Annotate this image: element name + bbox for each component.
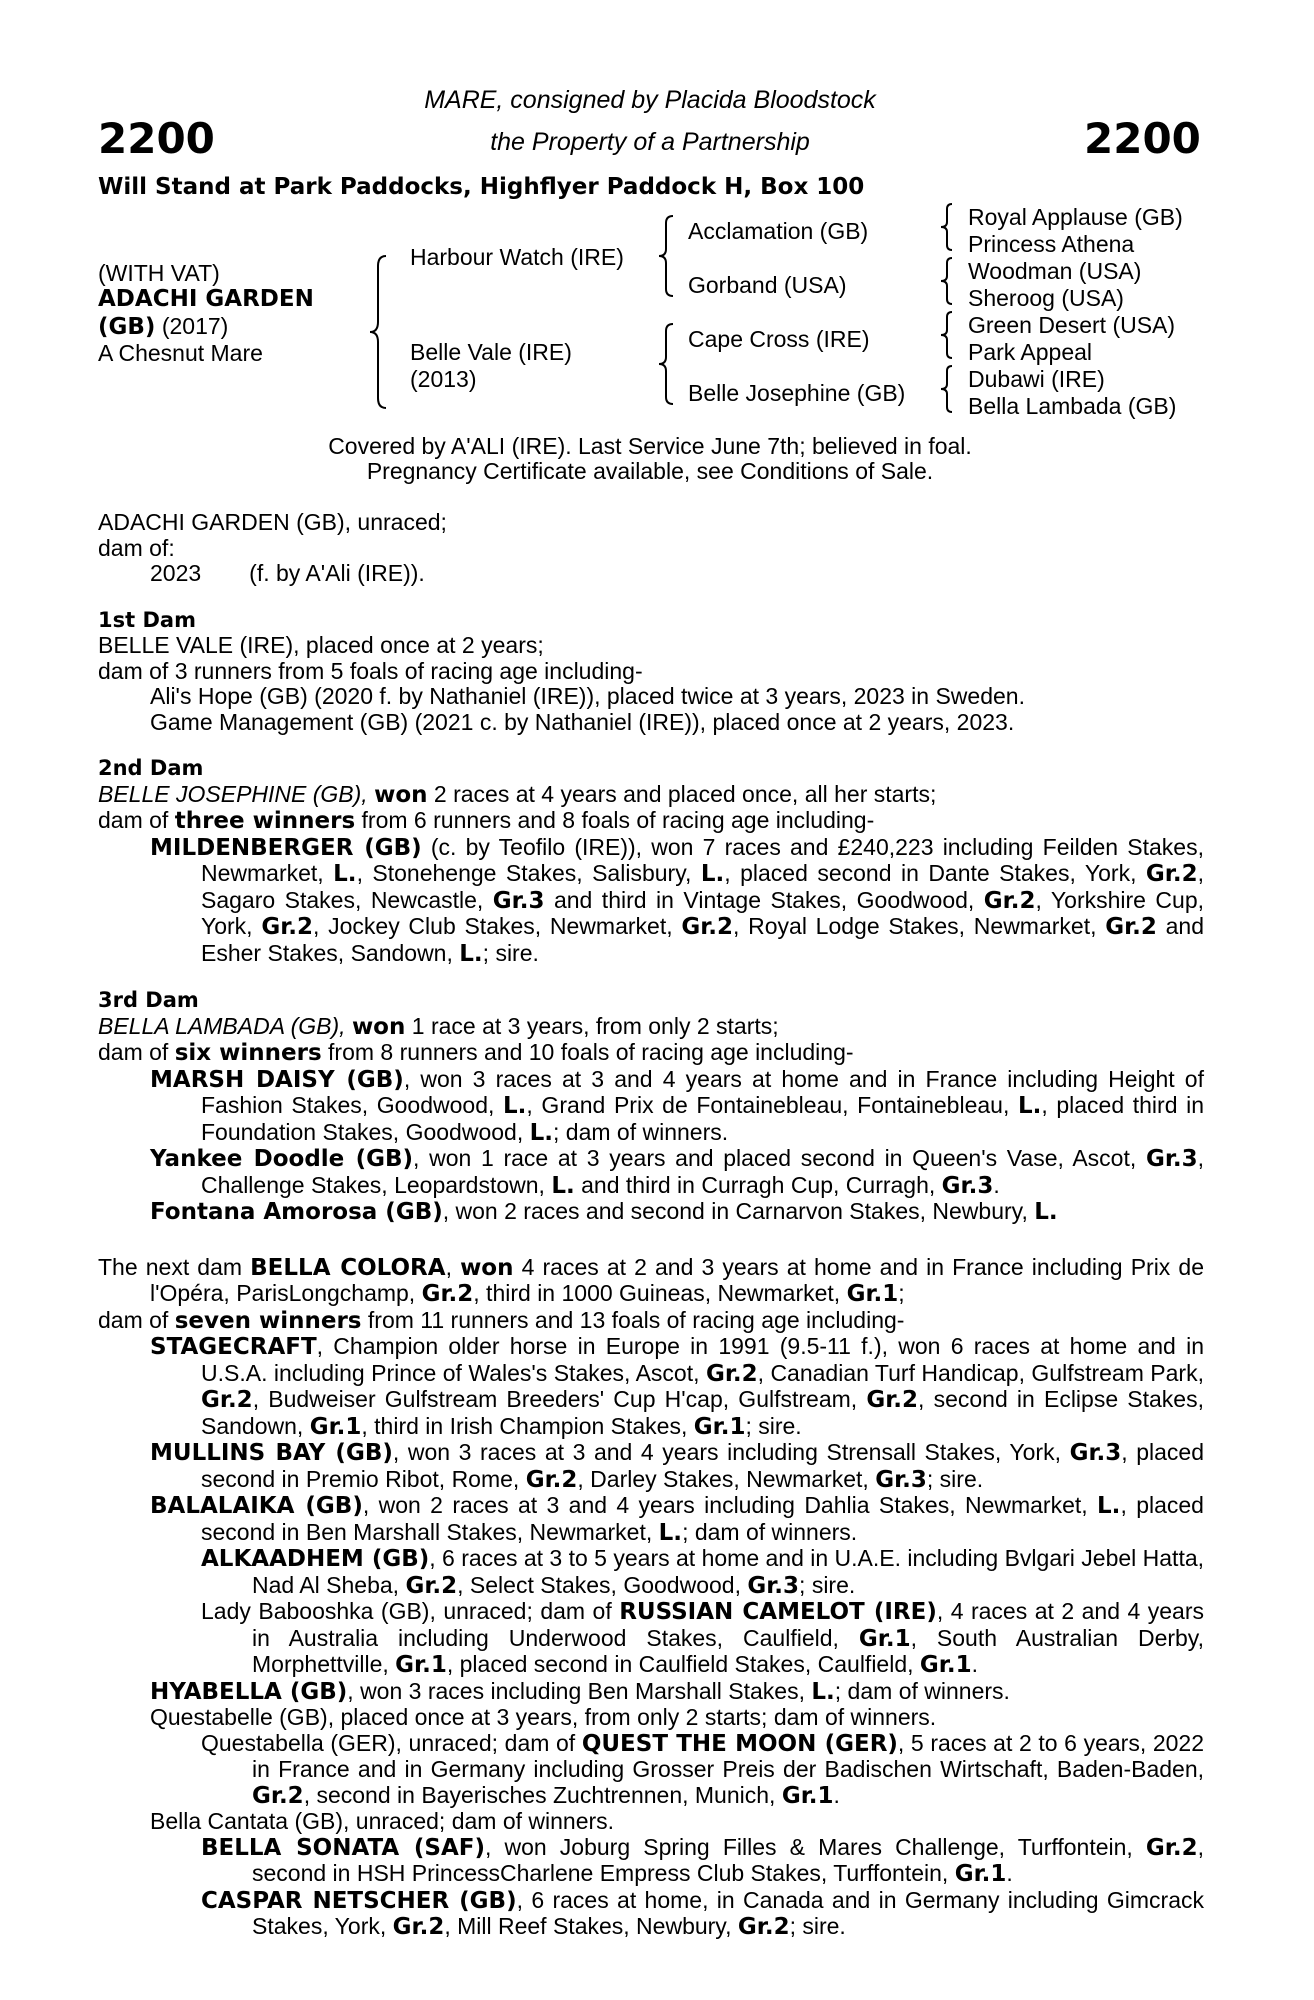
grade: L. [529, 1119, 554, 1146]
next-dam-damof [98, 1308, 1204, 1335]
grade: Gr.2 [421, 1281, 474, 1307]
text: , Canadian Turf Handicap, Gulfstream Park, [757, 1359, 1204, 1386]
grade: Gr.1 [846, 1281, 899, 1307]
text: . [833, 1781, 840, 1808]
text: . [1006, 1860, 1013, 1886]
text: , Royal Lodge Stakes, Newmarket, [733, 913, 1106, 939]
pedigree-sire: Harbour Watch (IRE) [410, 244, 624, 270]
grade: Gr.1 [781, 1782, 834, 1809]
grade: Gr.2 [866, 1387, 919, 1413]
text: , 5 races at 2 to 6 years, 2022 in France and in Germany including Grosser Preis der Badischen Wirtschaft, Baden-Baden, [252, 1729, 1205, 1782]
winners-count: three winners [174, 808, 356, 834]
text: and third in Curragh Cup, Curragh, [574, 1171, 942, 1198]
pregnancy-line: Pregnancy Certificate available, see Conditions of Sale. [366, 458, 934, 484]
next-dam-line [98, 1255, 1204, 1308]
pedigree-ds: Cape Cross (IRE) [688, 326, 870, 352]
text: , won 1 race at 3 years and placed second in Queen's Vase, Ascot, [413, 1145, 1146, 1171]
text: . [993, 1171, 1000, 1198]
grade: Gr.2 [261, 914, 313, 940]
text: and third in Vintage Stakes, Goodwood, [544, 886, 984, 913]
text: dam of [98, 1039, 175, 1065]
text: , Sagaro Stakes, Newcastle, [201, 860, 1204, 913]
pedigree-dd: Belle Josephine (GB) [688, 380, 906, 406]
pedigree-sdd: Sheroog (USA) [968, 285, 1124, 311]
text: , Budweiser Gulfstream Breeders' Cup H'cap, Gulfstream, [252, 1386, 867, 1412]
progeny-entry [98, 1731, 1204, 1810]
pedigree-brace-sire [655, 214, 677, 298]
first-dam-entry: Game Management (GB) (2021 c. by Nathaniel (IRE)), placed once at 2 years, 2023. [150, 708, 1015, 735]
horse-description: A Chesnut Mare [98, 340, 263, 366]
lot-number-left: 2200 [98, 114, 215, 163]
progeny-entry [98, 835, 1204, 968]
lot-number-right: 2200 [1084, 114, 1201, 163]
first-dam-line2: dam of 3 runners from 5 foals of racing age including- [98, 657, 643, 684]
text: ; sire. [926, 1465, 984, 1492]
grade: Gr.2 [1145, 861, 1198, 887]
vat-label: (WITH VAT) [98, 260, 220, 286]
third-dam-line1 [98, 1014, 1204, 1041]
won-label: won [460, 1254, 514, 1281]
text: , 6 races at 3 to 5 years at home and in U.A.E. including Bvlgari Jebel Hatta, Nad Al Sheba, [252, 1545, 1205, 1598]
grade: Gr.2 [983, 887, 1036, 914]
grade: Gr.1 [395, 1652, 447, 1678]
won-label: won [374, 781, 428, 808]
consignor-line: MARE, consigned by Placida Bloodstock [424, 86, 876, 114]
progeny-entry [98, 1493, 1204, 1546]
third-dam-heading: 3rd Dam [98, 988, 199, 1012]
grade: Gr.3 [1069, 1440, 1122, 1466]
text: ; dam of winners. [553, 1118, 729, 1145]
text: , [445, 1253, 461, 1280]
progeny-entry [98, 1440, 1204, 1493]
text: , won 2 races and second in Carnarvon Stakes, Newbury, [442, 1198, 1035, 1224]
text: , 4 races at 2 and 4 years in Australia including Underwood Stakes, Caulfield, [252, 1598, 1204, 1651]
text: , Mill Reef Stakes, Newbury, [444, 1913, 738, 1939]
grade: Gr.3 [1145, 1146, 1198, 1172]
progeny-name: RUSSIAN CAMELOT (IRE) [619, 1599, 937, 1625]
property-line: the Property of a Partnership [490, 128, 810, 156]
horse-origin: (GB) [98, 314, 156, 340]
text: , Stonehenge Stakes, Salisbury, [356, 860, 701, 886]
progeny-entry: Questabelle (GB), placed once at 3 years, from only 2 starts; dam of winners. [150, 1704, 937, 1730]
text: , placed second in Ben Marshall Stakes, Newmarket, [201, 1492, 1204, 1545]
produce-intro: ADACHI GARDEN (GB), unraced; [98, 509, 447, 535]
grade: Gr.2 [705, 1360, 758, 1387]
grade: L. [1034, 1199, 1058, 1225]
grade: Gr.1 [693, 1413, 746, 1440]
pedigree-ss: Acclamation (GB) [688, 218, 869, 244]
progeny-entry [98, 1888, 1204, 1941]
progeny-entry [98, 1334, 1204, 1440]
text: , second in Bayerisches Zuchtrennen, Munich, [303, 1781, 782, 1808]
pedigree-dds: Dubawi (IRE) [968, 366, 1105, 392]
text: , South Australian Derby, Morphettville, [252, 1624, 1204, 1677]
text: , won Joburg Spring Filles & Mares Challenge, Turffontein, [485, 1833, 1146, 1860]
next-dam-name: BELLA COLORA [250, 1254, 446, 1281]
text: from 8 runners and 10 foals of racing age including- [321, 1039, 854, 1065]
grade: Gr.2 [681, 914, 734, 940]
pedigree-dsd: Park Appeal [968, 339, 1093, 365]
second-dam-heading: 2nd Dam [98, 756, 204, 780]
pedigree-ssd: Princess Athena [968, 231, 1135, 257]
produce-foal: (f. by A'Ali (IRE)). [249, 560, 425, 586]
horse-name: ADACHI GARDEN [98, 286, 314, 312]
produce-dam-of: dam of: [98, 534, 175, 561]
text: , won 2 races at 3 and 4 years including Dahlia Stakes, Newmarket, [362, 1492, 1098, 1518]
text: dam of [98, 1306, 175, 1333]
text: , Darley Stakes, Newmarket, [577, 1465, 876, 1492]
pedigree-brace-ss [938, 202, 956, 252]
text: , second in Eclipse Stakes, Sandown, [201, 1386, 1204, 1439]
text: , placed second in Caulfield Stakes, Caulfield, [446, 1651, 920, 1677]
second-dam-line2 [98, 808, 1204, 835]
winners-count: six winners [174, 1040, 322, 1066]
text: ; [898, 1280, 905, 1306]
text: Questabella (GER), unraced; dam of [201, 1729, 582, 1756]
grade: Gr.1 [919, 1652, 972, 1678]
progeny-entry: Bella Cantata (GB), unraced; dam of winners. [150, 1808, 615, 1834]
second-dam-line1 [98, 782, 1204, 809]
pedigree-dam-year: (2013) [410, 366, 477, 392]
won-label: won [351, 1013, 406, 1040]
pedigree-brace-dam [655, 322, 677, 406]
catalogue-text [98, 510, 1204, 1941]
grade: Gr.2 [392, 1914, 445, 1940]
progeny-entry [98, 1146, 1204, 1199]
first-dam-line1: BELLE VALE (IRE), placed once at 2 years; [98, 632, 544, 658]
text: , Jockey Club Stakes, Newmarket, [313, 913, 682, 939]
progeny-entry [98, 1546, 1204, 1599]
grade: Gr.2 [1145, 1834, 1198, 1861]
progeny-name: BALALAIKA (GB) [150, 1493, 363, 1519]
text: , placed third in Foundation Stakes, Goodwood, [201, 1092, 1205, 1145]
third-dam-name: BELLA LAMBADA (GB), [98, 1012, 346, 1039]
grade: L. [700, 861, 725, 887]
text: ; sire. [789, 1913, 846, 1939]
pedigree-brace-ds [938, 310, 956, 360]
text: ; dam of winners. [682, 1518, 858, 1545]
winners-count: seven winners [174, 1307, 362, 1334]
first-dam-entry: Ali's Hope (GB) (2020 f. by Nathaniel (IRE)), placed twice at 3 years, 2023 in Sweden. [150, 683, 1025, 709]
text: , Challenge Stakes, Leopardstown, [201, 1145, 1205, 1198]
grade: Gr.2 [405, 1572, 458, 1599]
covering-line: Covered by A'ALI (IRE). Last Service June 7th; believed in foal. [328, 433, 972, 459]
text: ; sire. [799, 1571, 856, 1598]
text: . [971, 1651, 978, 1677]
pedigree-ddd: Bella Lambada (GB) [968, 393, 1177, 419]
progeny-name: BELLA SONATA (SAF) [201, 1834, 485, 1861]
covering-note [220, 434, 1080, 484]
text: from 6 runners and 8 foals of racing age including- [355, 807, 875, 833]
progeny-name: MARSH DAISY (GB) [150, 1066, 404, 1093]
progeny-name: Yankee Doodle (GB) [150, 1146, 414, 1172]
text: , Yorkshire Cup, York, [201, 886, 1205, 939]
pedigree-dss: Green Desert (USA) [968, 312, 1176, 338]
progeny-name: ALKAADHEM (GB) [201, 1546, 430, 1572]
progeny-entry [98, 1599, 1204, 1679]
text: , won 3 races including Ben Marshall Stakes, [347, 1677, 812, 1704]
text: , Champion older horse in Europe in 1991 (9.5-11 f.), won 6 races at home and in U.S.A. including Prince of Wales's Stakes, Ascot, [201, 1333, 1204, 1386]
text: , second in HSH PrincessCharlene Empress Club Stakes, Turffontein, [252, 1833, 1204, 1886]
text: , won 3 races at 3 and 4 years including Strensall Stakes, York, [392, 1439, 1070, 1465]
grade: Gr.2 [1105, 914, 1157, 940]
pedigree-brace-dd [938, 364, 956, 414]
progeny-name: QUEST THE MOON (GER) [581, 1730, 898, 1757]
pedigree-sss: Royal Applause (GB) [968, 204, 1183, 230]
grade: L. [1097, 1493, 1121, 1519]
pedigree-dam: Belle Vale (IRE) [410, 339, 572, 365]
progeny-name: MULLINS BAY (GB) [150, 1440, 393, 1466]
text: Lady Babooshka (GB), unraced; dam of [201, 1598, 620, 1624]
grade: L. [503, 1093, 527, 1119]
text: 4 races at 2 and 3 years at home and in France including Prix de l'Opéra, ParisLongchamp, [150, 1253, 1204, 1306]
grade: Gr.2 [525, 1466, 578, 1493]
grade: L. [459, 940, 483, 967]
horse-year: (2017) [161, 313, 229, 339]
text: ; sire. [482, 939, 539, 966]
grade: Gr.3 [941, 1172, 994, 1199]
third-dam-line2 [98, 1040, 1204, 1067]
first-dam-heading: 1st Dam [98, 607, 196, 632]
grade: Gr.2 [737, 1914, 790, 1940]
progeny-name: MILDENBERGER (GB) [150, 834, 422, 861]
grade: Gr.3 [492, 887, 545, 914]
text: and Esher Stakes, Sandown, [201, 913, 1205, 966]
produce-record [98, 561, 1204, 587]
text: , Select Stakes, Goodwood, [457, 1571, 748, 1598]
text: 1 race at 3 years, from only 2 starts; [405, 1012, 779, 1039]
grade: L. [1017, 1093, 1042, 1119]
pedigree-brace-sd [938, 256, 956, 306]
produce-year: 2023 [150, 560, 202, 586]
text: , Grand Prix de Fontainebleau, Fontainebleau, [526, 1092, 1018, 1118]
text: ; sire. [745, 1412, 802, 1439]
progeny-entry [98, 1199, 1204, 1226]
pedigree-sds: Woodman (USA) [968, 258, 1142, 284]
text: 2 races at 4 years and placed once, all her starts; [427, 780, 937, 807]
grade: L. [811, 1678, 835, 1705]
text: The next dam [98, 1253, 251, 1280]
progeny-entry [98, 1835, 1204, 1888]
grade: L. [551, 1172, 575, 1199]
grade: L. [333, 861, 357, 887]
progeny-name: CASPAR NETSCHER (GB) [201, 1887, 517, 1914]
progeny-entry [98, 1679, 1204, 1706]
pedigree-brace-main [366, 254, 390, 410]
grade: L. [658, 1519, 683, 1546]
text: , third in Irish Champion Stakes, [361, 1412, 694, 1439]
text: , placed second in Premio Ribot, Rome, [201, 1439, 1205, 1492]
grade: Gr.3 [875, 1466, 927, 1493]
text: , 6 races at home, in Canada and in Germany including Gimcrack Stakes, York, [252, 1886, 1205, 1939]
grade: Gr.1 [309, 1413, 362, 1440]
text: , won 3 races at 3 and 4 years at home and in France including Height of Fashion Stakes, Goodwood, [201, 1065, 1204, 1118]
text: dam of [98, 807, 175, 833]
grade: Gr.2 [201, 1387, 253, 1413]
progeny-name: STAGECRAFT [150, 1334, 317, 1360]
text: from 11 runners and 13 foals of racing age including- [361, 1306, 905, 1333]
text: , third in 1000 Guineas, Newmarket, [473, 1280, 847, 1306]
pedigree-sd: Gorband (USA) [688, 272, 847, 298]
progeny-entry [98, 1067, 1204, 1147]
progeny-name: HYABELLA (GB) [150, 1678, 348, 1705]
grade: Gr.1 [954, 1861, 1007, 1887]
text: (c. by Teofilo (IRE)), won 7 races and £240,223 including Feilden Stakes, Newmarket, [201, 833, 1204, 886]
text: , placed second in Dante Stakes, York, [724, 860, 1146, 886]
grade: Gr.1 [858, 1625, 911, 1652]
grade: Gr.3 [747, 1572, 800, 1599]
grade: Gr.2 [252, 1782, 304, 1809]
second-dam-name: BELLE JOSEPHINE (GB), [98, 780, 368, 807]
horse-origin-year [98, 313, 228, 340]
progeny-name: Fontana Amorosa (GB) [150, 1199, 443, 1225]
stand-location: Will Stand at Park Paddocks, Highflyer Paddock H, Box 100 [98, 174, 865, 200]
text: ; dam of winners. [834, 1677, 1010, 1704]
